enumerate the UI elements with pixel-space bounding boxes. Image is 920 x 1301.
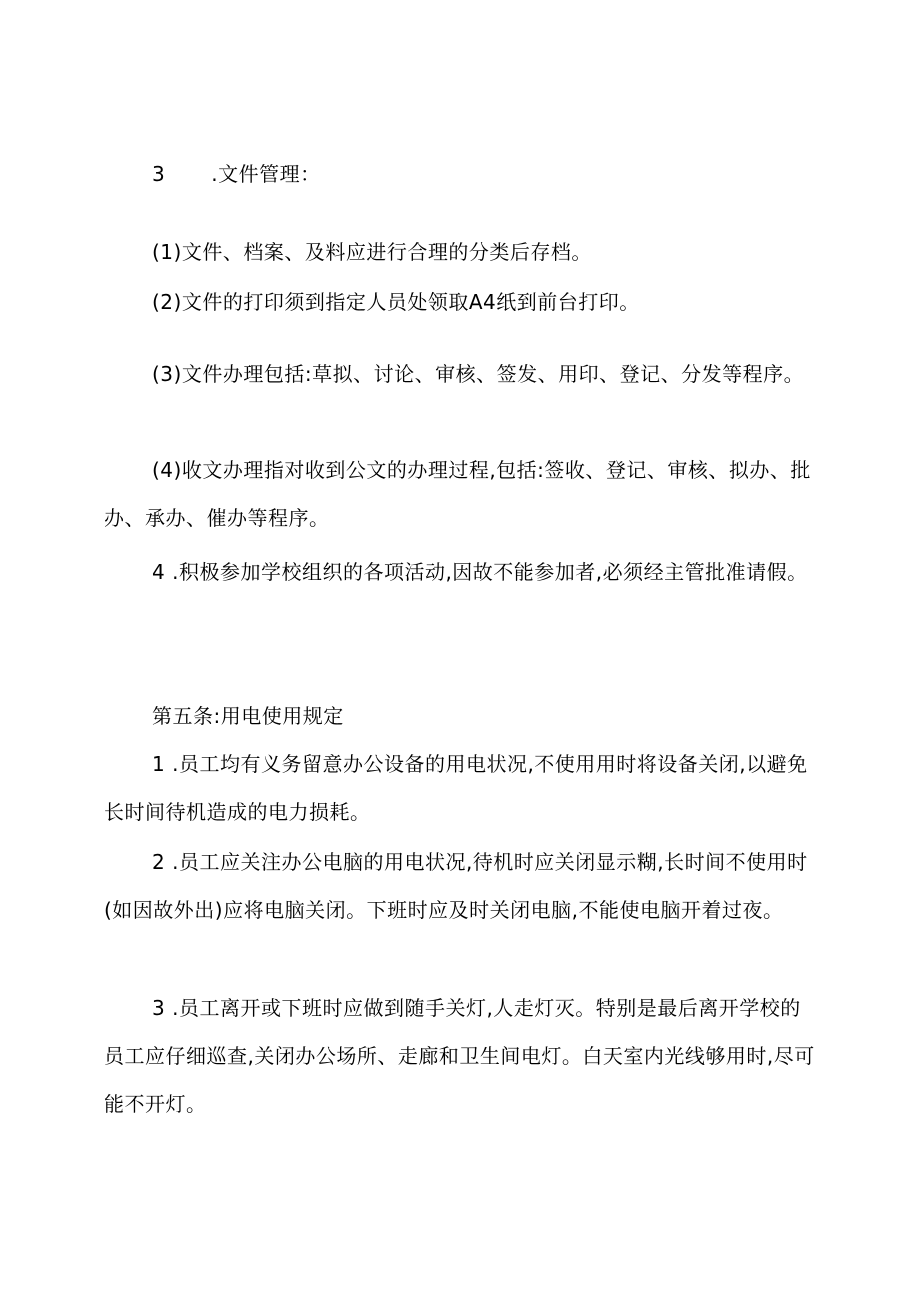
- section-3-heading: [104, 150, 816, 198]
- section-3-number: 3: [152, 162, 166, 186]
- section-4-paragraph: 4 .积极参加学校组织的各项活动,因故不能参加者,必须经主管批准请假。: [152, 560, 808, 584]
- item-2: (2)文件的打印须到指定人员处领取A4纸到前台打印。: [152, 290, 640, 314]
- item-3: (3)文件办理包括:草拟、讨论、审核、签发、用印、登记、分发等程序。: [152, 362, 805, 386]
- article-5-paragraph-1: 1 .员工均有义务留意办公设备的用电状况,不使用用时将设备关闭,以避免长时间待机造成的电力损耗。: [104, 752, 808, 824]
- article-5-paragraph-3: 3 .员工离开或下班时应做到随手关灯,人走灯灭。特别是最后离开学校的员工应仔细巡查,关闭办公场所、走廊和卫生间电灯。白天室内光线够用时,尽可能不开灯。: [104, 996, 815, 1116]
- section-3-title: .文件管理：: [211, 162, 321, 186]
- article-5-heading: 第五条:用电使用规定: [152, 704, 344, 728]
- item-4: (4)收文办理指对收到公文的办理过程,包括:签收、登记、审核、拟办、批办、承办、催办等程序。: [104, 458, 811, 530]
- article-5-paragraph-2: 2 .员工应关注办公电脑的用电状况,待机时应关闭显示糊,长时间不使用时(如因故外出)应将电脑关闭。下班时应及时关闭电脑,不能使电脑开着过夜。: [104, 850, 808, 922]
- item-1: (1)文件、档案、及料应进行合理的分类后存档。: [152, 240, 592, 264]
